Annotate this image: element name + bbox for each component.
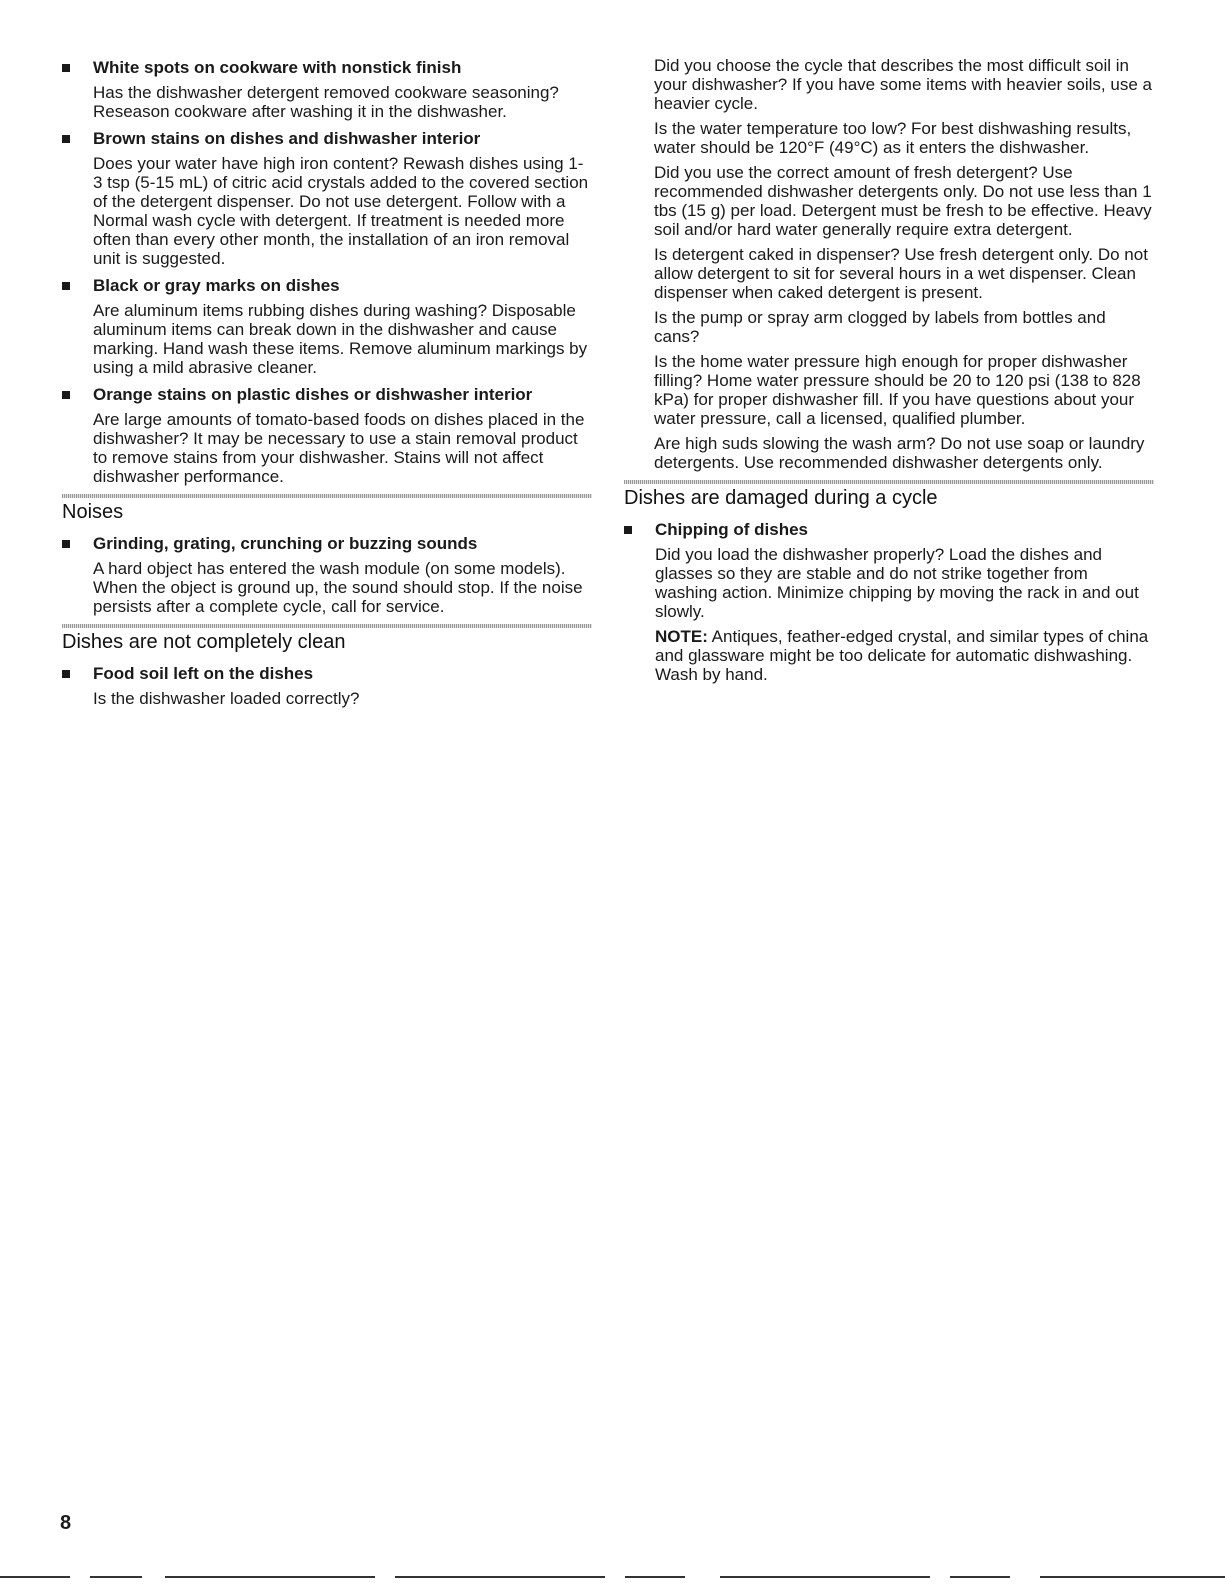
troubleshoot-item [62,127,592,268]
troubleshoot-item [62,56,592,121]
item-text: Did you load the dishwasher properly? Load the dishes and glasses so they are stable and do not strike together from washing action. Minimize chipping by moving the rack in and out slowly. [655,545,1139,621]
troubleshoot-item [62,383,592,486]
square-bullet-icon [62,64,70,72]
item-text: Is the dishwasher loaded correctly? [93,689,360,708]
edge-mark [90,1576,142,1578]
item-text: Are large amounts of tomato-based foods on dishes placed in the dishwasher? It may be necessary to use a stain removal product to remove stains from your dishwasher. Stains will not affect dishwasher performance. [93,410,585,486]
item-heading: Chipping of dishes [655,520,808,539]
troubleshoot-item [62,532,592,616]
item-text: Does your water have high iron content? Rewash dishes using 1-3 tsp (5-15 mL) of citric acid crystals added to the covered section of the detergent dispenser. Do not use detergent. Follow with a Normal wash cycle with detergent. If treatment is needed more often than every other month, the installation of an iron removal unit is suggested. [93,154,589,268]
section-divider [62,624,592,628]
section-title-not-clean: Dishes are not completely clean [62,631,346,653]
right-column [624,56,1154,690]
item-heading: Orange stains on plastic dishes or dishwasher interior [93,385,533,404]
note [655,627,1154,684]
troubleshoot-item [62,274,592,377]
section-title-noises: Noises [62,501,124,523]
edge-mark [395,1576,605,1578]
square-bullet-icon [62,540,70,548]
square-bullet-icon [62,670,70,678]
paragraph: Did you use the correct amount of fresh detergent? Use recommended dishwasher detergents only. Do not use less than 1 tbs (15 g) per load. Detergent must be fresh to be effective. Heavy soil and/or hard water generally require extra detergent. [654,163,1152,239]
item-text: A hard object has entered the wash module (on some models). When the object is ground up, the sound should stop. If the noise persists after a complete cycle, call for service. [93,559,583,616]
paragraph: Is the water temperature too low? For best dishwashing results, water should be 120°F (49°C) as it enters the dishwasher. [654,119,1132,157]
paragraph: Are high suds slowing the wash arm? Do not use soap or laundry detergents. Use recommended dishwasher detergents only. [654,434,1145,472]
troubleshoot-item [624,518,1154,684]
edge-mark [1040,1576,1225,1578]
note-text: Antiques, feather-edged crystal, and similar types of china and glassware might be too delicate for automatic dishwashing. Wash by hand. [655,627,1149,684]
bottom-edge-marks [0,1576,1225,1579]
left-column [62,56,592,714]
paragraph: Is the pump or spray arm clogged by labels from bottles and cans? [654,308,1106,346]
note-label: NOTE: [655,627,708,646]
edge-mark [950,1576,1010,1578]
edge-mark [165,1576,375,1578]
item-heading: Grinding, grating, crunching or buzzing sounds [93,534,478,553]
square-bullet-icon [62,135,70,143]
square-bullet-icon [62,391,70,399]
item-text: Has the dishwasher detergent removed cookware seasoning? Reseason cookware after washing it in the dishwasher. [93,83,559,121]
section-divider [62,494,592,498]
item-heading: White spots on cookware with nonstick finish [93,58,462,77]
page-number: 8 [60,1512,72,1534]
item-text: Are aluminum items rubbing dishes during washing? Disposable aluminum items can break down in the dishwasher and cause marking. Hand wash these items. Remove aluminum markings by using a mild abrasive cleaner. [93,301,588,377]
square-bullet-icon [62,282,70,290]
paragraph: Did you choose the cycle that describes the most difficult soil in your dishwasher? If you have some items with heavier soils, use a heavier cycle. [654,56,1152,113]
item-heading: Black or gray marks on dishes [93,276,340,295]
paragraph: Is detergent caked in dispenser? Use fresh detergent only. Do not allow detergent to sit for several hours in a wet dispenser. Clean dispenser when caked detergent is present. [654,245,1148,302]
square-bullet-icon [624,526,632,534]
section-title-damaged: Dishes are damaged during a cycle [624,487,938,509]
item-heading: Food soil left on the dishes [93,664,314,683]
paragraph: Is the home water pressure high enough for proper dishwasher filling? Home water pressure should be 20 to 120 psi (138 to 828 kPa) for proper dishwasher fill. If you have questions about your water pressure, call a licensed, qualified plumber. [654,352,1141,428]
edge-mark [720,1576,930,1578]
troubleshoot-item [62,662,592,708]
edge-mark [625,1576,685,1578]
item-heading: Brown stains on dishes and dishwasher interior [93,129,481,148]
edge-mark [0,1576,70,1578]
section-divider [624,480,1154,484]
